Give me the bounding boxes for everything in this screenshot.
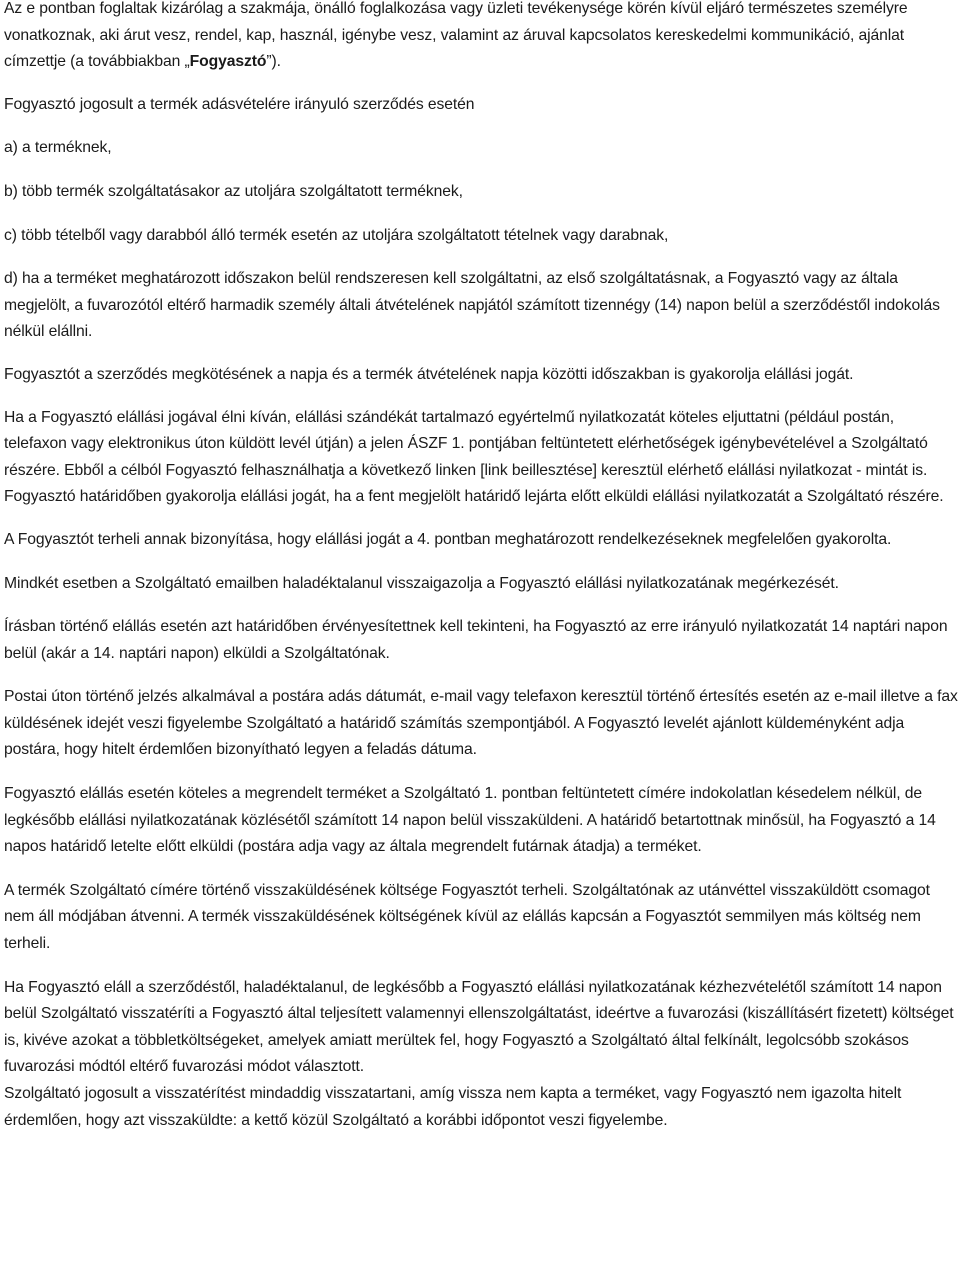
list-item-b: b) több termék szolgáltatásakor az utoljára szolgáltatott terméknek, (4, 182, 463, 200)
paragraph-return-cost: A termék Szolgáltató címére történő visszaküldésének költsége Fogyasztót terheli. Szolgáltatónak az utánvéttel visszaküldött csomagot nem áll módjában átvenni. A termék visszaküldésének költségének kívül az elállás kapcsán a Fogyasztót semmilyen más költség nem terheli. (4, 881, 930, 953)
paragraph-right-to-withdraw: Fogyasztó jogosult a termék adásvételére irányuló szerződés esetén (4, 95, 475, 113)
paragraph-written-withdrawal: Írásban történő elállás esetén azt határidőben érvényesítettnek kell tekinteni, ha Fogyasztó az erre irányuló nyilatkozatát 14 naptári napon belül (akár a 14. naptári napon) elküldi a Szolgáltatónak. (4, 618, 948, 662)
list-item-d: d) ha a terméket meghatározott időszakon belül rendszeresen kell szolgáltatni, az első szolgáltatásnak, a Fogyasztó vagy az általa megjelölt, a fuvarozótól eltérő harmadik személy általi átvételének napjától számított tizennégy (14) napon belül a szerződéstől indokolás nélkül elállni. (4, 270, 940, 341)
document-page (4, 0, 958, 1134)
list-item-a: a) a terméknek, (4, 139, 112, 157)
paragraph-withdrawal-declaration: Ha a Fogyasztó elállási jogával élni kíván, elállási szándékát tartalmazó egyértelmű nyilatkozatát köteles eljuttatni (például postán, telefaxon vagy elektronikus úton küldött levél útján) a jelen ÁSZF 1. pontjában feltüntetett elérhetőségek igénybevételével a Szolgáltató részére. Ebből a célból Fogyasztó felhasználhatja a következő linken [link beillesztése] keresztül elérhető elállási nyilatkozat - mintát is. Fogyasztó határidőben gyakorolja elállási jogát, ha a fent megjelölt határidő lejárta előtt elküldi elállási nyilatkozatát a Szolgáltató részére. (4, 408, 944, 506)
intro-text: Az e pontban foglaltak kizárólag a szakmája, önálló foglalkozása vagy üzleti tevékenysége körén kívül eljáró természetes személyre vonatkoznak, aki árut vesz, rendel, kap, használ, igénybe vesz, valamint az áruval kapcsolatos kereskedelmi kommunikáció, ajánlat címzettje (a továbbiakban „ (4, 0, 908, 71)
paragraph-burden-of-proof: A Fogyasztót terheli annak bizonyítása, hogy elállási jogát a 4. pontban meghatározott rendelkezéseknek megfelelően gyakorolta. (4, 530, 892, 548)
intro-paragraph (4, 0, 958, 76)
intro-closing: ”). (266, 53, 281, 71)
consumer-term: Fogyasztó (189, 53, 267, 71)
paragraph-email-confirmation: Mindkét esetben a Szolgáltató emailben haladéktalanul visszaigazolja a Fogyasztó elállási nyilatkozatának megérkezését. (4, 574, 839, 592)
paragraph-refund-retention: Szolgáltató jogosult a visszatérítést mindaddig visszatartani, amíg vissza nem kapta a terméket, vagy Fogyasztó nem igazolta hitelt érdemlően, hogy azt visszaküldte: a kettő közül Szolgáltató a korábbi időpontot veszi figyelembe. (4, 1085, 902, 1129)
paragraph-postal-notice: Postai úton történő jelzés alkalmával a postára adás dátumát, e-mail vagy telefaxon keresztül történő értesítés esetén az e-mail illetve a fax küldésének idejét veszi figyelembe Szolgáltató a határidő számítás szempontjából. A Fogyasztó levelét ajánlott küldeményként adja postára, hogy hitelt érdemlően bizonyítható legyen a feladás dátuma. (4, 688, 958, 759)
paragraph-withdrawal-period: Fogyasztót a szerződés megkötésének a napja és a termék átvételének napja közötti időszakban is gyakorolja elállási jogát. (4, 365, 854, 383)
list-item-c: c) több tételből vagy darabból álló termék esetén az utoljára szolgáltatott tételnek vagy darabnak, (4, 226, 669, 244)
paragraph-refund: Ha Fogyasztó eláll a szerződéstől, haladéktalanul, de legkésőbb a Fogyasztó elállási nyilatkozatának kézhezvételétől számított 14 napon belül Szolgáltató visszatéríti a Fogyasztó által teljesített valamennyi ellenszolgáltatást, ideértve a fuvarozási (kiszállításért fizetett) költséget is, kivéve azokat a többletköltségeket, amelyek amiatt merültek fel, hogy Fogyasztó a Szolgáltató által felkínált, legolcsóbb szokásos fuvarozási módtól eltérő fuvarozási módot választott. (4, 978, 954, 1076)
paragraph-return-obligation: Fogyasztó elállás esetén köteles a megrendelt terméket a Szolgáltató 1. pontban feltüntetett címére indokolatlan késedelem nélkül, de legkésőbb elállási nyilatkozatának közlésétől számított 14 napon belül visszaküldeni. A határidő betartottnak minősül, ha Fogyasztó a 14 napos határidő letelte előtt elküldi (postára adja vagy az általa megrendelt futárnak átadja) a terméket. (4, 785, 936, 856)
